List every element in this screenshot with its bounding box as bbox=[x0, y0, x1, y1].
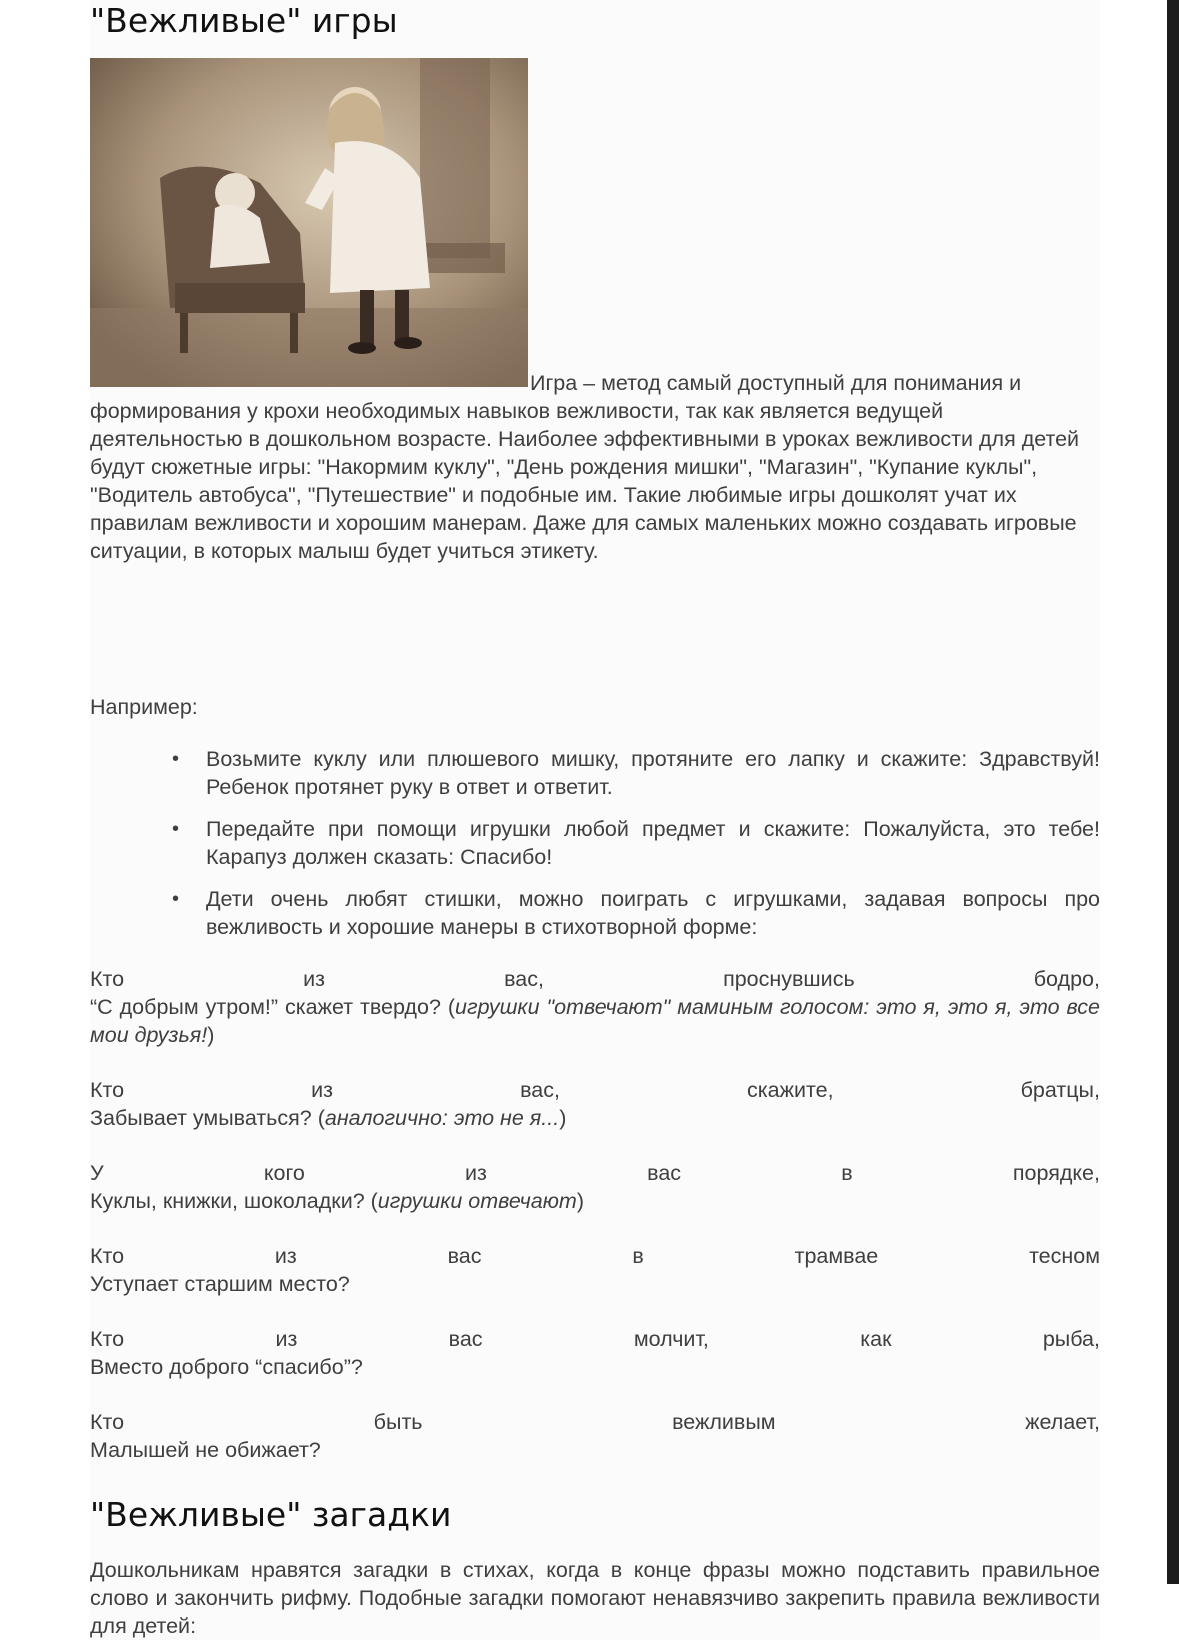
poem-word: желает, bbox=[1025, 1410, 1100, 1434]
list-item bbox=[172, 815, 1100, 871]
poem-word: из bbox=[274, 1244, 297, 1268]
poem-stanza bbox=[90, 965, 1100, 1049]
poem-word: в bbox=[841, 1161, 853, 1185]
poem-word: У bbox=[90, 1161, 104, 1185]
intro-paragraph: Игра – метод самый доступный для понимания и формирования у крохи необходимых навыков вежливости, так как является ведущей деятельностью в дошкольном возрасте. Наиболее эффективными в уроках вежливости для детей будут сюжетные игры: "Накормим куклу", "День рождения мишки", "Магазин", "Купание куклы", "Водитель автобуса", "Путешествие" и подобные им. Такие любимые игры дошколят учат их правилам вежливости и хорошим манерам. Даже для самых маленьких можно создавать игровые ситуации, в которых малыш будет учиться этикету. bbox=[90, 371, 1080, 563]
poem-text: “С добрым утром!” скажет твердо? ( bbox=[90, 995, 456, 1019]
poem-line bbox=[90, 1159, 1100, 1187]
list-item-text: Дети очень любят стишки, можно поиграть с игрушками, задавая вопросы про вежливость и хорошие манеры в стихотворной форме: bbox=[206, 887, 1100, 939]
poem-word: вас bbox=[448, 1327, 483, 1351]
poem-line bbox=[90, 1436, 1100, 1464]
poem-line bbox=[90, 1408, 1100, 1436]
poem-word: в bbox=[632, 1244, 644, 1268]
poem-text: Уступает старшим место? bbox=[90, 1272, 350, 1296]
poem-word: вас bbox=[647, 1161, 682, 1185]
poem-stanza bbox=[90, 1159, 1100, 1215]
poem-word: как bbox=[860, 1327, 892, 1351]
poem-word: молчит, bbox=[633, 1327, 709, 1351]
poem-word: быть bbox=[373, 1410, 423, 1434]
poem-stanza bbox=[90, 1408, 1100, 1464]
vintage-photo-girl-with-doll-icon bbox=[90, 58, 528, 387]
poem-stanza bbox=[90, 1242, 1100, 1298]
poem-word: из bbox=[465, 1161, 487, 1185]
poem-word: рыба, bbox=[1042, 1327, 1100, 1351]
poem-word: бодро, bbox=[1033, 967, 1100, 991]
vintage-photo bbox=[90, 58, 528, 387]
poem-stanza bbox=[90, 1076, 1100, 1132]
section-title-polite-riddles: "Вежливые" загадки bbox=[90, 1495, 452, 1534]
poem-word: кого bbox=[263, 1161, 305, 1185]
poem-word: трамвае bbox=[794, 1244, 879, 1268]
bullet-icon: • bbox=[172, 818, 180, 840]
poem-close: ) bbox=[207, 1023, 215, 1047]
poem-word: вас, bbox=[520, 1078, 560, 1102]
poem-word: братцы, bbox=[1020, 1078, 1100, 1102]
article bbox=[90, 0, 1100, 1640]
window-edge bbox=[1167, 0, 1179, 1584]
list-item-text: Передайте при помощи игрушки любой предмет и скажите: Пожалуйста, это тебе! Карапуз должен сказать: Спасибо! bbox=[206, 817, 1100, 869]
section-title-polite-games: "Вежливые" игры bbox=[90, 1, 398, 40]
poem-note: игрушки отвечают bbox=[377, 1189, 577, 1213]
poem bbox=[90, 965, 1100, 1464]
poem-line bbox=[90, 1104, 1100, 1132]
poem-close: ) bbox=[576, 1189, 584, 1213]
poem-note: аналогично: это не я... bbox=[324, 1106, 560, 1130]
poem-line bbox=[90, 1242, 1100, 1270]
poem-word: Кто bbox=[90, 1327, 125, 1351]
poem-word: скажите, bbox=[747, 1078, 834, 1102]
example-label: Например: bbox=[90, 695, 198, 719]
games-list bbox=[90, 745, 1100, 941]
bullet-icon: • bbox=[172, 888, 180, 910]
poem-line bbox=[90, 1325, 1100, 1353]
poem-text: Вместо доброго “спасибо”? bbox=[90, 1355, 363, 1379]
poem-line bbox=[90, 1353, 1100, 1381]
poem-line bbox=[90, 993, 1100, 1049]
poem-word: из bbox=[275, 1327, 298, 1351]
poem-word: Кто bbox=[90, 1410, 125, 1434]
poem-word: вежливым bbox=[672, 1410, 776, 1434]
list-item-text: Возьмите куклу или плюшевого мишку, протяните его лапку и скажите: Здравствуй! Ребенок протянет руку в ответ и ответит. bbox=[206, 747, 1100, 799]
poem-text: Малышей не обижает? bbox=[90, 1438, 321, 1462]
poem-close: ) bbox=[559, 1106, 567, 1130]
riddles-intro-paragraph: Дошкольникам нравятся загадки в стихах, когда в конце фразы можно подставить правильное слово и закончить рифму. Подобные загадки помогают ненавязчиво закрепить правила вежливости для детей: bbox=[90, 1558, 1100, 1638]
poem-word: из bbox=[311, 1078, 334, 1102]
poem-word: Кто bbox=[90, 1078, 125, 1102]
poem-line bbox=[90, 965, 1100, 993]
poem-line bbox=[90, 1187, 1100, 1215]
poem-text: Забывает умываться? ( bbox=[90, 1106, 325, 1130]
list-item bbox=[172, 745, 1100, 801]
poem-word: из bbox=[303, 967, 326, 991]
poem-word: вас, bbox=[504, 967, 544, 991]
poem-word: Кто bbox=[90, 1244, 125, 1268]
poem-text: Куклы, книжки, шоколадки? ( bbox=[90, 1189, 378, 1213]
poem-line bbox=[90, 1270, 1100, 1298]
poem-word: тесном bbox=[1029, 1244, 1100, 1268]
intro-block bbox=[90, 58, 1100, 669]
bullet-icon: • bbox=[172, 748, 180, 770]
poem-word: вас bbox=[447, 1244, 482, 1268]
list-item bbox=[172, 885, 1100, 941]
poem-note: игрушки "отвечают" маминым голосом: это я, это я, это все мои друзья! bbox=[90, 995, 1100, 1047]
poem-stanza bbox=[90, 1325, 1100, 1381]
poem-line bbox=[90, 1076, 1100, 1104]
poem-word: Кто bbox=[90, 967, 125, 991]
poem-word: проснувшись bbox=[723, 967, 855, 991]
poem-word: порядке, bbox=[1012, 1161, 1100, 1185]
